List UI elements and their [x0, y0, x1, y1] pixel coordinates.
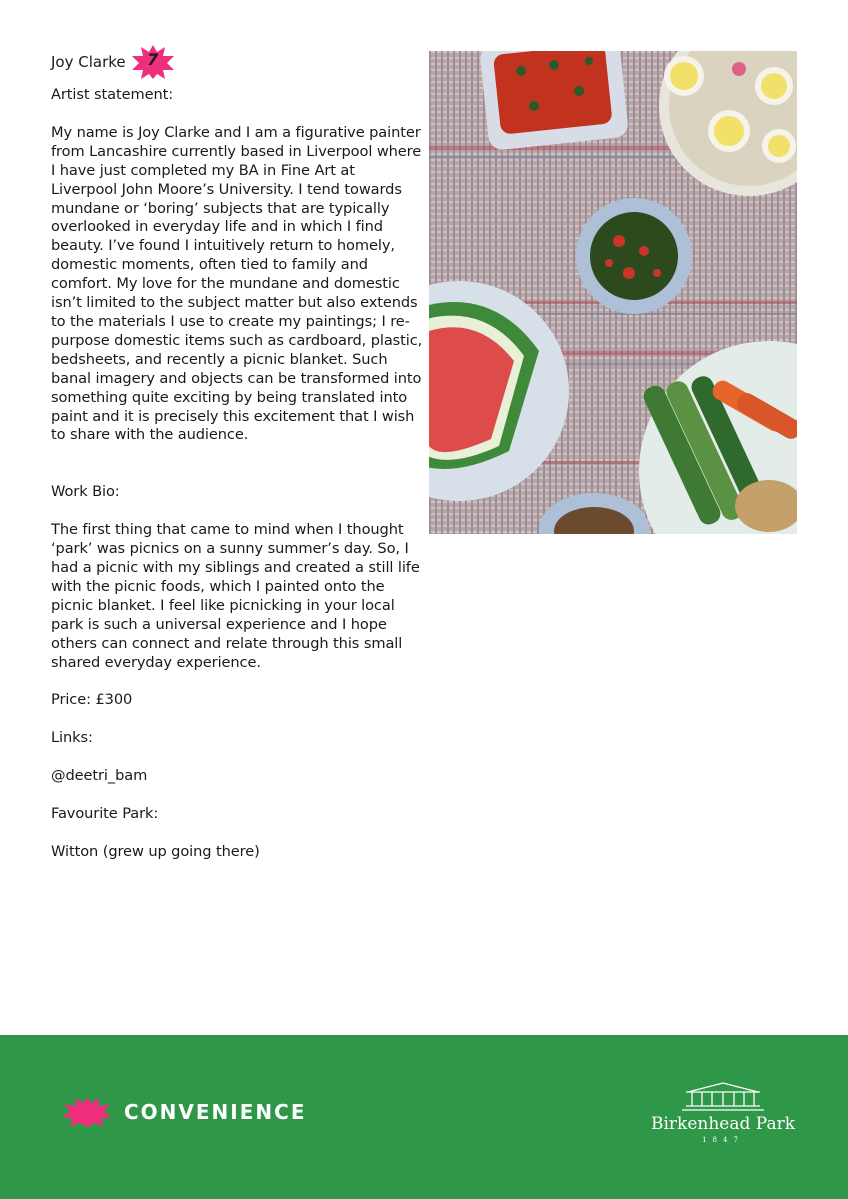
- starburst-icon: [62, 1096, 112, 1128]
- convenience-logo: [62, 1096, 306, 1128]
- badge-number: 7: [147, 50, 159, 69]
- work-bio-heading: Work Bio:: [51, 483, 120, 501]
- statement-heading: Artist statement:: [51, 86, 174, 103]
- favourite-park-heading: Favourite Park:: [51, 805, 159, 823]
- pavilion-icon: [646, 1080, 800, 1114]
- number-badge: [131, 44, 175, 80]
- park-year: 1847: [702, 1136, 744, 1144]
- statement-body: My name is Joy Clarke and I am a figurative painter from Lancashire currently based in Liverpool where I have just completed my BA in Fine Art at Liverpool John Moore’s University. I tend towards mundane or ‘boring’ subjects that are typically overlooked in everyday life and in which I find beauty. I’ve found I intuitively return to homely, domestic moments, often tied to family and comfort. My love for the mundane and domestic isn’t limited to the subject matter but also extends to the materials I use to create my paintings; I re-purpose domestic items such as cardboard, plastic, bedsheets, and recently a picnic blanket. Such banal imagery and objects can be transformed into something quite exciting by being translated into paint and it is precisely this excitement that I wish to share with the audience.: [51, 123, 423, 444]
- instagram-handle: @deetri_bam: [51, 767, 148, 785]
- artwork-image: [429, 51, 797, 534]
- header: [51, 44, 175, 80]
- links-heading: Links:: [51, 729, 93, 747]
- price-text: Price: £300: [51, 691, 133, 709]
- convenience-wordmark: CONVENIENCE: [124, 1100, 307, 1124]
- birkenhead-park-logo: [646, 1080, 800, 1146]
- text-column: [51, 86, 423, 862]
- artist-name: Joy Clarke: [51, 53, 126, 71]
- favourite-park-value: Witton (grew up going there): [51, 843, 260, 861]
- work-bio-body: The first thing that came to mind when I thought ‘park’ was picnics on a sunny summer’s day. So, I had a picnic with my siblings and created a still life with the picnic foods, which I painted onto the picnic blanket. I feel like picnicking in your local park is such a universal experience and I hope others can connect and relate through this small shared everyday experience.: [51, 521, 420, 671]
- park-name: Birkenhead Park: [650, 1114, 796, 1134]
